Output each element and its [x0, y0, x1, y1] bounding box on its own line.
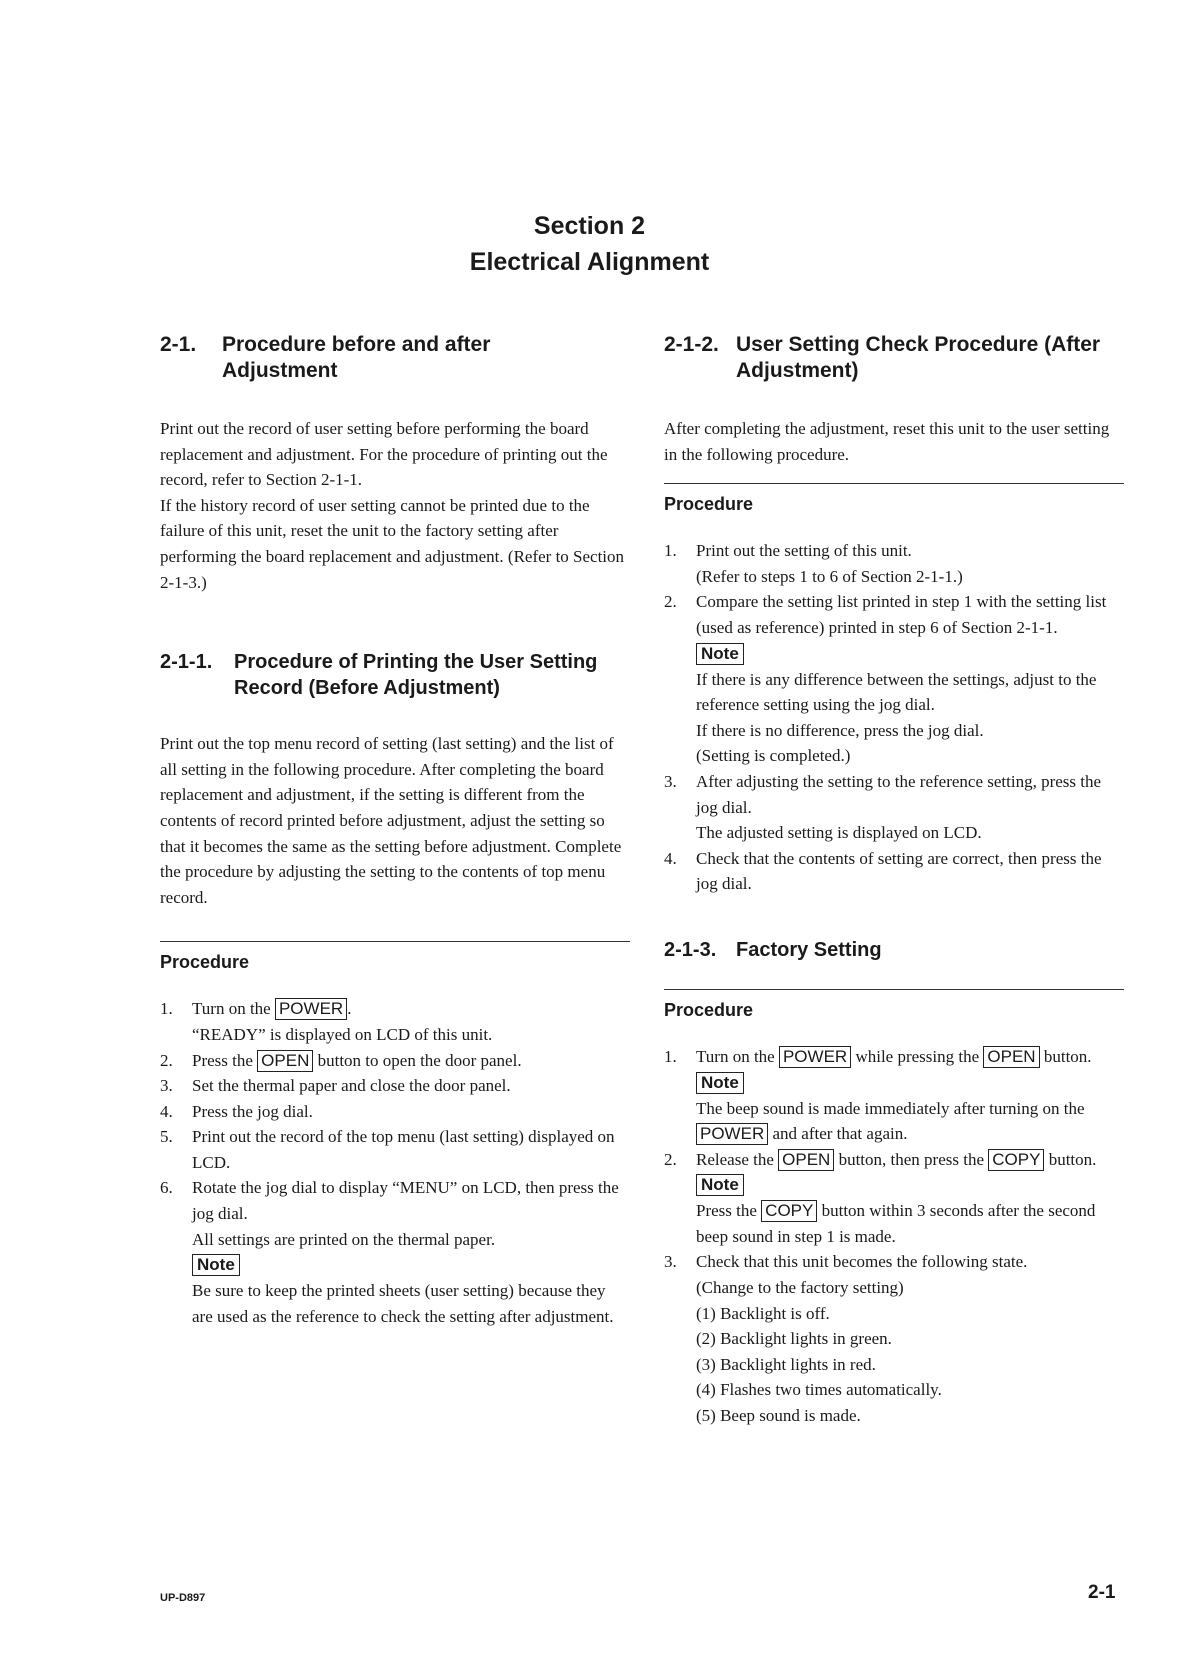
- heading-text: User Setting Check Procedure (After Adjustment): [736, 333, 1101, 382]
- heading-number: 2-1-2.: [664, 333, 719, 356]
- model-number: UP-D897: [160, 1592, 206, 1604]
- left-column: [160, 332, 630, 1329]
- step-number: 3.: [664, 771, 677, 791]
- heading-2-1: [160, 332, 630, 384]
- paragraph: Print out the top menu record of setting (last setting) and the list of all setting in the following procedure. After completing the board replacement and adjustment, if the setting is different from the contents of record printed before adjustment, adjust the setting so that it becomes the same as the setting before adjustment. Complete the procedure by adjusting the setting to the contents of top menu record.: [160, 734, 622, 907]
- step-text: Print out the record of the top menu (last setting) displayed on LCD.: [192, 1127, 615, 1172]
- note-text: The beep sound is made immediately after turning on the: [696, 1098, 1085, 1118]
- step-number: 1.: [664, 541, 677, 561]
- procedure-list: [160, 996, 630, 1329]
- heading-2-1-3: [664, 937, 1124, 963]
- step-text: Turn on the: [696, 1046, 775, 1066]
- note-text: Be sure to keep the printed sheets (user setting) because they are used as the reference to check the setting after adjustment.: [192, 1281, 614, 1326]
- state-item: (4) Flashes two times automatically.: [696, 1380, 942, 1400]
- step-text: button to open the door panel.: [317, 1050, 522, 1070]
- open-key: OPEN: [778, 1149, 834, 1171]
- step-number: 3.: [160, 1076, 173, 1096]
- heading-number: 2-1-1.: [160, 651, 213, 674]
- note-label: Note: [696, 1174, 744, 1196]
- step-number: 4.: [664, 848, 677, 868]
- heading-number: 2-1-3.: [664, 938, 717, 961]
- copy-key: COPY: [761, 1200, 817, 1222]
- step-text: Print out the setting of this unit.: [696, 541, 912, 561]
- state-item: (3) Backlight lights in red.: [696, 1354, 876, 1374]
- step-number: 6.: [160, 1178, 173, 1198]
- list-item: [664, 846, 1124, 897]
- chapter-title: Electrical Alignment: [469, 248, 710, 276]
- step-text: Press the: [192, 1050, 253, 1070]
- step-text: Rotate the jog dial to display “MENU” on LCD, then press the jog dial.: [192, 1178, 619, 1224]
- note-text: If there is any difference between the settings, adjust to the reference setting using the jog dial.: [696, 669, 1097, 715]
- heading-text: Factory Setting: [736, 938, 882, 961]
- step-number: 2.: [664, 1149, 677, 1169]
- step-text: After adjusting the setting to the reference setting, press the jog dial.: [696, 771, 1102, 817]
- heading-text: Procedure before and after Adjustment: [222, 333, 491, 382]
- step-text: button.: [1043, 1046, 1092, 1066]
- step-text: Turn on the: [192, 999, 271, 1019]
- heading-text: Procedure of Printing the User Setting Record (Before Adjustment): [234, 651, 598, 700]
- procedure-list: [664, 538, 1124, 897]
- procedure-list: [664, 1044, 1124, 1429]
- heading-2-1-2: [664, 332, 1124, 384]
- list-item: [664, 589, 1124, 769]
- paragraph: Print out the record of user setting before performing the board replacement and adjustment. For the procedure of printing out the record, refer to Section 2-1-1.: [160, 419, 608, 490]
- step-number: 5.: [160, 1127, 173, 1147]
- power-key: POWER: [779, 1046, 851, 1068]
- page-number: 2-1: [1088, 1582, 1116, 1603]
- heading-number: 2-1.: [160, 333, 197, 356]
- list-item: [664, 1147, 1124, 1250]
- step-text: while pressing the: [855, 1046, 980, 1066]
- step-text: Check that this unit becomes the following state.: [696, 1252, 1028, 1272]
- right-column: [664, 332, 1124, 1429]
- step-text: .: [347, 999, 352, 1019]
- note-label: Note: [696, 1072, 744, 1094]
- step-text: Press the jog dial.: [192, 1101, 313, 1121]
- list-item: [664, 538, 1124, 589]
- note-text: button within 3 seconds after the second beep sound in step 1 is made.: [696, 1201, 1096, 1246]
- step-number: 4.: [160, 1101, 173, 1121]
- state-item: (1) Backlight is off.: [696, 1303, 830, 1323]
- open-key: OPEN: [257, 1050, 313, 1072]
- paragraph: If the history record of user setting cannot be printed due to the failure of this unit, reset the unit to the factory setting after performing the board replacement and adjustment. (Refer to Section 2-1-3.): [160, 495, 625, 592]
- step-number: 2.: [160, 1050, 173, 1070]
- list-item: [160, 1175, 630, 1329]
- procedure-heading: Procedure: [664, 483, 1124, 516]
- step-text: Release the: [696, 1149, 774, 1169]
- list-item: [160, 1099, 630, 1125]
- note-label: Note: [696, 643, 744, 665]
- note-label: Note: [192, 1254, 240, 1276]
- procedure-heading: Procedure: [664, 989, 1124, 1022]
- list-item: [160, 1048, 630, 1074]
- step-text: “READY” is displayed on LCD of this unit.: [192, 1024, 493, 1044]
- open-key: OPEN: [983, 1046, 1039, 1068]
- list-item: [664, 1249, 1124, 1428]
- state-item: (5) Beep sound is made.: [696, 1406, 861, 1426]
- step-text: (Refer to steps 1 to 6 of Section 2-1-1.): [696, 566, 963, 586]
- step-text: Compare the setting list printed in step 1 with the setting list (used as reference) printed in step 6 of Section 2-1-1.: [696, 592, 1107, 637]
- step-text: All settings are printed on the thermal paper.: [192, 1229, 496, 1249]
- step-text: (Change to the factory setting): [696, 1278, 904, 1298]
- list-item: [664, 1044, 1124, 1147]
- step-number: 1.: [664, 1046, 677, 1066]
- page-title: [0, 208, 1179, 280]
- step-number: 2.: [664, 592, 677, 612]
- list-item: [160, 1073, 630, 1099]
- list-item: [664, 769, 1124, 846]
- step-text: Set the thermal paper and close the door panel.: [192, 1076, 511, 1096]
- list-item: [160, 1124, 630, 1175]
- note-text: Press the: [696, 1201, 757, 1221]
- note-text: (Setting is completed.): [696, 746, 851, 766]
- step-text: Check that the contents of setting are correct, then press the jog dial.: [696, 848, 1102, 894]
- list-item: [160, 996, 630, 1047]
- paragraph: After completing the adjustment, reset this unit to the user setting in the following procedure.: [664, 419, 1110, 464]
- power-key: POWER: [696, 1123, 768, 1145]
- heading-2-1-1: [160, 649, 630, 701]
- step-text: button, then press the: [838, 1149, 984, 1169]
- note-text: If there is no difference, press the jog dial.: [696, 720, 984, 740]
- state-item: (2) Backlight lights in green.: [696, 1329, 892, 1349]
- procedure-heading: Procedure: [160, 941, 630, 974]
- power-key: POWER: [275, 998, 347, 1020]
- section-label: Section 2: [533, 212, 646, 240]
- step-number: 3.: [664, 1252, 677, 1272]
- note-text: and after that again.: [772, 1124, 908, 1144]
- step-number: 1.: [160, 999, 173, 1019]
- step-text: button.: [1048, 1149, 1097, 1169]
- step-text: The adjusted setting is displayed on LCD.: [696, 823, 982, 843]
- copy-key: COPY: [988, 1149, 1044, 1171]
